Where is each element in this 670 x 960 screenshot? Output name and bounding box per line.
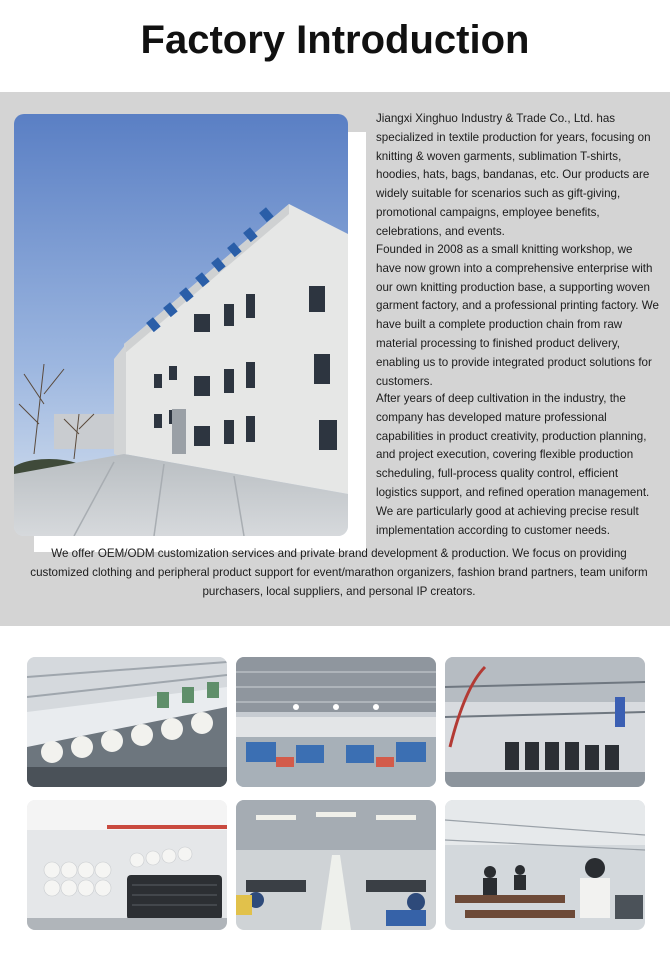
page-title: Factory Introduction xyxy=(140,18,530,62)
weaving-hall-photo xyxy=(236,657,436,787)
sewing-workers-photo xyxy=(445,800,645,930)
intro-paragraph-2: Founded in 2008 as a small knitting workshop, we have now grown into a comprehensive enterprise with our own knitting production base, a supporting woven garment factory, and a professional printing factory. We have built a complete production chain from raw material processing to finished product delivery, enabling us to provide integrated product solutions for customers. xyxy=(376,243,659,388)
sewing-workshop-photo xyxy=(236,800,436,930)
intro-paragraph-3: After years of deep cultivation in the industry, the company has developed mature professional capabilities in product creativity, production planning, and project execution, covering flexible production scheduling, full-process quality control, efficient logistics support, and refined operation management. We are particularly good at achieving precise result implementation according to customer needs. xyxy=(376,392,650,537)
yarn-winding-machines-photo xyxy=(27,657,227,787)
factory-building-photo xyxy=(14,114,348,536)
circular-knitting-machines-photo xyxy=(27,800,227,930)
garment-hanging-line-photo xyxy=(445,657,645,787)
intro-paragraph-4: We offer OEM/ODM customization services and private brand development & production. We focus on providing customized clothing and peripheral product support for event/marathon organizers, fashion brand partners, team uniform purchasers, local suppliers, and personal IP creators. xyxy=(30,547,648,598)
intro-paragraph-1: Jiangxi Xinghuo Industry & Trade Co., Ltd. has specialized in textile production for years, focusing on knitting & woven garments, sublimation T-shirts, hoodies, hats, bags, bandanas, etc. Our products are widely suitable for scenarios such as gift-giving, promotional campaigns, employee benefits, celebrations, and events. xyxy=(376,112,651,238)
